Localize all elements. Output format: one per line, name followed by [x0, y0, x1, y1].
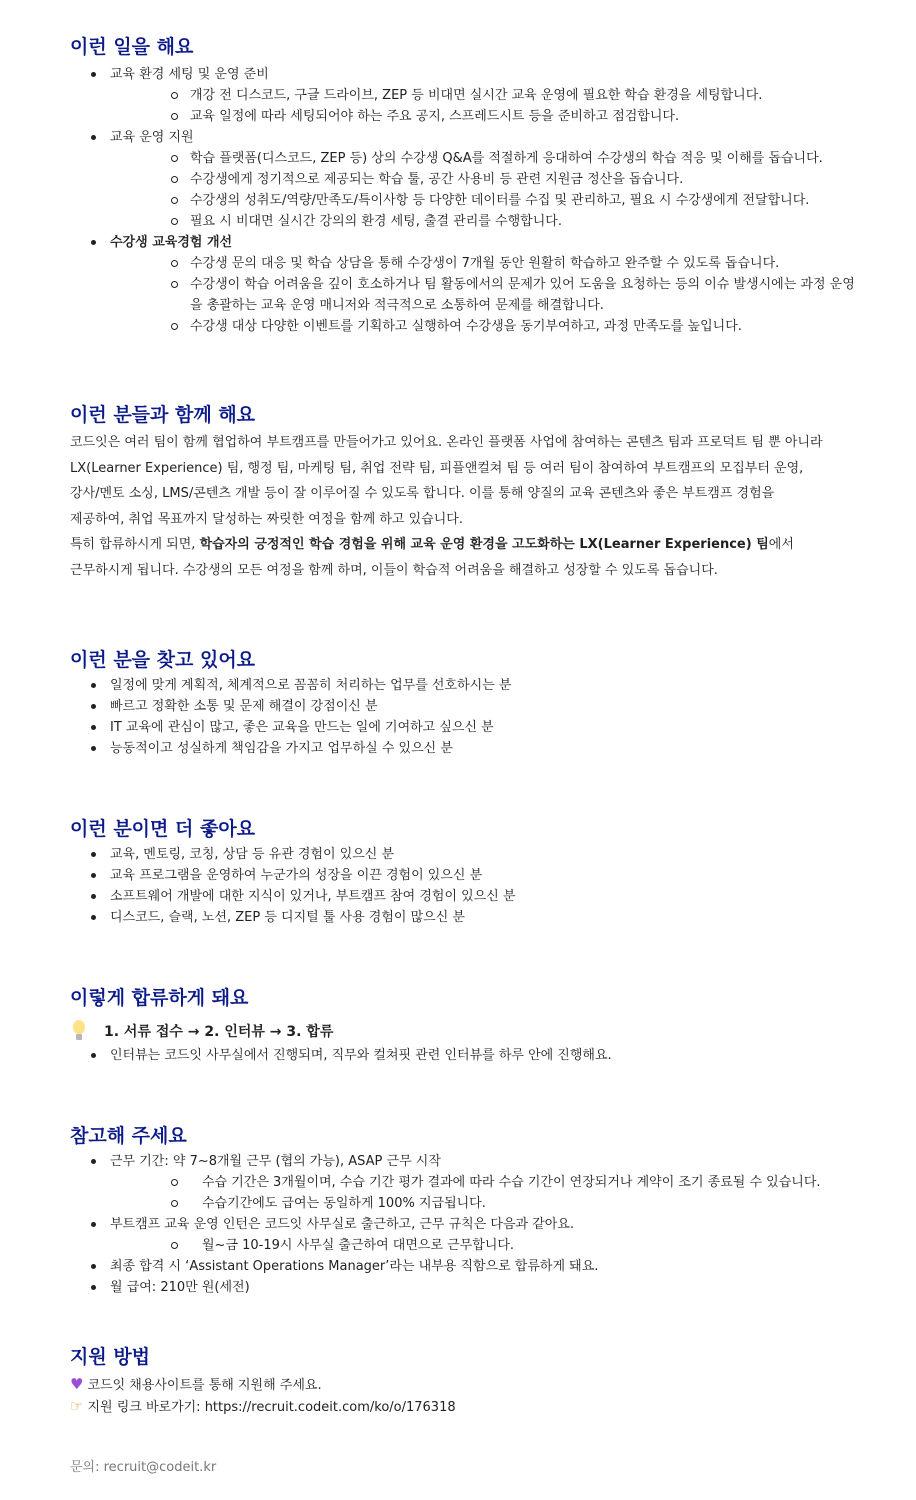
- list-item: 능동적이고 성실하게 책임감을 가지고 업무하실 수 있으신 분: [70, 738, 860, 759]
- list-item: 빠르고 정확한 소통 및 문제 해결이 강점이신 분: [70, 696, 860, 717]
- list-item: 교육 환경 세팅 및 운영 준비 개강 전 디스코드, 구글 드라이브, ZEP 등 비대면 실시간 교육 운영에 필요한 학습 환경을 세팅합니다. 교육 일정에 따라 세팅되어야 하는 주요 공지, 스프레드시트 등을 준비하고 점검합니다.: [70, 64, 860, 127]
- apply-link[interactable]: 지원 링크 바로가기: https://recruit.codeit.com/ko/o/176318: [87, 1400, 456, 1415]
- sub-list: [110, 253, 860, 337]
- section-title: 지원 방법: [70, 1346, 151, 1368]
- list-item: 수습 기간은 3개월이며, 수습 기간 평가 결과에 따라 수습 기간이 연장되거나 계약이 조기 종료될 수 있습니다.: [110, 1172, 860, 1193]
- apply-line: ♥ 코드잇 채용사이트를 통해 지원해 주세요.: [70, 1375, 322, 1393]
- process-steps: 1. 서류 접수 → 2. 인터뷰 → 3. 합류: [70, 1019, 860, 1043]
- apply-link-line[interactable]: [70, 1396, 860, 1418]
- list-item: 필요 시 비대면 실시간 강의의 환경 세팅, 출결 관리를 수행합니다.: [110, 211, 860, 232]
- list-item: 수강생 교육경험 개선 수강생 문의 대응 및 학습 상담을 통해 수강생이 7개월 동안 원활히 학습하고 완주할 수 있도록 돕습니다. 수강생이 학습 어려움을 깊이 호소하거나 팀 활동에서의 문제가 있어 도움을 요청하는 등의 이슈 발생시에는 과정 운영을 총괄하는 교육 운영 매니저와 적극적으로 소통하여 문제를 해결합니다. 수강생 대상 다양한 이벤트를 기획하고 실행하여 수강생을 동기부여하고, 과정 만족도를 높입니다.: [70, 232, 860, 337]
- list-item: 디스코드, 슬랙, 노션, ZEP 등 디지털 툴 사용 경험이 많으신 분: [70, 907, 860, 928]
- section-apply: [70, 1344, 860, 1418]
- section-duties: [70, 34, 860, 337]
- list-item: 학습 플랫폼(디스코드, ZEP 등) 상의 수강생 Q&A를 적절하게 응대하여 수강생의 학습 적응 및 이해를 돕습니다.: [110, 148, 860, 169]
- list-item: 교육 프로그램을 운영하여 누군가의 성장을 이끈 경험이 있으신 분: [70, 865, 860, 886]
- list-item: 수강생의 성취도/역량/만족도/특이사항 등 다양한 데이터를 수집 및 관리하고, 필요 시 수강생에게 전달합니다.: [110, 190, 860, 211]
- list-item: 부트캠프 교육 운영 인턴은 코드잇 사무실로 출근하고, 근무 규칙은 다음과 같아요. 월~금 10-19시 사무실 출근하여 대면으로 근무합니다.: [70, 1214, 860, 1256]
- section-title: 이런 일을 해요: [70, 36, 194, 58]
- list-item: 수강생이 학습 어려움을 깊이 호소하거나 팀 활동에서의 문제가 있어 도움을 요청하는 등의 이슈 발생시에는 과정 운영을 총괄하는 교육 운영 매니저와 적극적으로 소통하여 문제를 해결합니다.: [110, 274, 860, 316]
- lightbulb-icon: [70, 1019, 88, 1043]
- purple-heart-icon: ♥: [70, 1375, 84, 1393]
- section-title: 이런 분들과 함께 해요: [70, 404, 256, 426]
- list-item: 인터뷰는 코드잇 사무실에서 진행되며, 직무와 컬쳐핏 관련 인터뷰를 하루 안에 진행해요.: [70, 1045, 860, 1066]
- list-item: 개강 전 디스코드, 구글 드라이브, ZEP 등 비대면 실시간 교육 운영에 필요한 학습 환경을 세팅합니다.: [110, 85, 860, 106]
- requirements-list: [70, 675, 860, 759]
- section-title: 이렇게 합류하게 돼요: [70, 987, 249, 1009]
- sub-list: [110, 1235, 860, 1256]
- list-item: 소프트웨어 개발에 대한 지식이 있거나, 부트캠프 참여 경험이 있으신 분: [70, 886, 860, 907]
- process-list: [70, 1045, 860, 1066]
- list-item: 근무 기간: 약 7~8개월 근무 (협의 가능), ASAP 근무 시작 수습 기간은 3개월이며, 수습 기간 평가 결과에 따라 수습 기간이 연장되거나 계약이 조기 종료될 수 있습니다. 수습기간에도 급여는 동일하게 100% 지급됩니다.: [70, 1151, 860, 1214]
- section-process: [70, 985, 860, 1066]
- list-item: 수강생 대상 다양한 이벤트를 기획하고 실행하여 수강생을 동기부여하고, 과정 만족도를 높입니다.: [110, 316, 860, 337]
- list-item: 월~금 10-19시 사무실 출근하여 대면으로 근무합니다.: [110, 1235, 860, 1256]
- list-item: 수강생 문의 대응 및 학습 상담을 통해 수강생이 7개월 동안 원활히 학습하고 완주할 수 있도록 돕습니다.: [110, 253, 860, 274]
- list-item: 교육, 멘토링, 코칭, 상담 등 유관 경험이 있으신 분: [70, 844, 860, 865]
- section-teams: [70, 402, 860, 583]
- sub-list: [110, 1172, 860, 1214]
- list-item: IT 교육에 관심이 많고, 좋은 교육을 만드는 일에 기여하고 싶으신 분: [70, 717, 860, 738]
- section-title: 참고해 주세요: [70, 1125, 187, 1147]
- duties-list: [70, 64, 860, 337]
- section-title: 이런 분을 찾고 있어요: [70, 649, 256, 671]
- list-item: 교육 일정에 따라 세팅되어야 하는 주요 공지, 스프레드시트 등을 준비하고 점검합니다.: [110, 106, 860, 127]
- section-title: 이런 분이면 더 좋아요: [70, 818, 256, 840]
- section-requirements: [70, 647, 860, 759]
- section-preferred: [70, 816, 860, 928]
- notes-list: [70, 1151, 860, 1298]
- teams-description: 코드잇은 여러 팀이 함께 협업하여 부트캠프를 만들어가고 있어요. 온라인 플랫폼 사업에 참여하는 콘텐츠 팀과 프로덕트 팀 뿐 아니라 LX(Learner Experience) 팀, 행정 팀, 마케팅 팀, 취업 전략 팀, 피플앤컬쳐 팀 등 여러 팀이 참여하여 부트캠프의 모집부터 운영, 강사/멘토 소싱, LMS/콘텐츠 개발 등이 잘 이루어질 수 있도록 합니다. 이를 통해 양질의 교육 콘텐츠와 좋은 부트캠프 경험을 제공하여, 취업 목표까지 달성하는 짜릿한 여정을 함께 하고 있습니다. 특히 합류하시게 되면, 학습자의 긍정적인 학습 경험을 위해 교육 운영 환경을 고도화하는 LX(Learner Experience) 팀에서 근무하시게 됩니다. 수강생의 모든 여정을 함께 하며, 이들이 학습적 어려움을 해결하고 성장할 수 있도록 돕습니다.: [70, 435, 823, 578]
- sub-list: [110, 148, 860, 232]
- list-item: 최종 합격 시 ‘Assistant Operations Manager’라는 내부용 직함으로 합류하게 돼요.: [70, 1256, 860, 1277]
- list-item: 일정에 맞게 계획적, 체계적으로 꼼꼼히 처리하는 업무를 선호하시는 분: [70, 675, 860, 696]
- section-notes: [70, 1123, 860, 1298]
- list-item: 수강생에게 정기적으로 제공되는 학습 툴, 공간 사용비 등 관련 지원금 정산을 돕습니다.: [110, 169, 860, 190]
- contact-info: 문의: recruit@codeit.kr: [70, 1460, 217, 1475]
- list-item: 교육 운영 지원 학습 플랫폼(디스코드, ZEP 등) 상의 수강생 Q&A를 적절하게 응대하여 수강생의 학습 적응 및 이해를 돕습니다. 수강생에게 정기적으로 제공되는 학습 툴, 공간 사용비 등 관련 지원금 정산을 돕습니다. 수강생의 성취도/역량/만족도/특이사항 등 다양한 데이터를 수집 및 관리하고, 필요 시 수강생에게 전달합니다. 필요 시 비대면 실시간 강의의 환경 세팅, 출결 관리를 수행합니다.: [70, 127, 860, 232]
- pointing-hand-icon: ☞: [70, 1397, 84, 1415]
- preferred-list: [70, 844, 860, 928]
- list-item: 월 급여: 210만 원(세전): [70, 1277, 860, 1298]
- list-item: 수습기간에도 급여는 동일하게 100% 지급됩니다.: [110, 1193, 860, 1214]
- sub-list: [110, 85, 860, 127]
